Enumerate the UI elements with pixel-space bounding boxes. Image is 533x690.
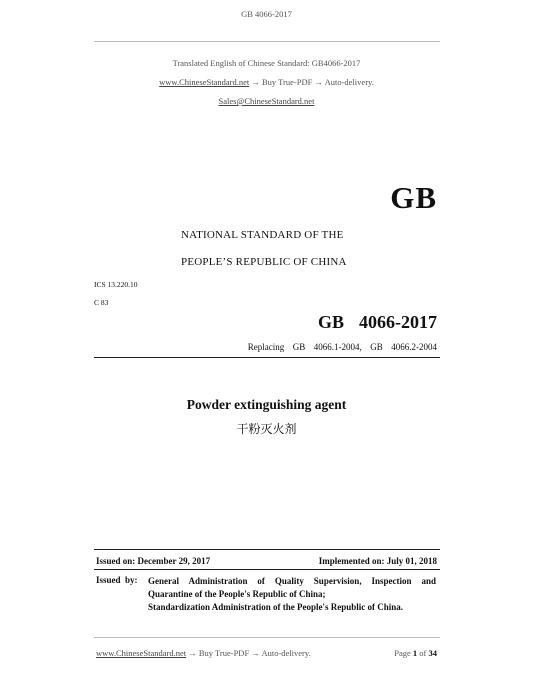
dates-top-rule — [94, 549, 440, 550]
page-word: Page — [394, 648, 411, 658]
purchase-text: → Buy True-PDF → Auto-delivery. — [251, 77, 374, 87]
site-link[interactable]: www.ChineseStandard.net — [159, 77, 250, 87]
issuer-line2: Standardization Administration of the People's Republic of China. — [148, 602, 404, 612]
dates-bottom-rule — [94, 569, 440, 570]
ccs-code: C 83 — [94, 298, 109, 307]
title-english: Powder extinguishing agent — [186, 397, 347, 412]
replacing-line: Replacing GB 4066.1-2004, GB 4066.2-2004 — [247, 342, 437, 352]
email-line — [0, 96, 533, 106]
email-link[interactable]: Sales@ChineseStandard.net — [218, 96, 315, 106]
page-total: 34 — [428, 648, 437, 658]
national-standard-line2: PEOPLE’S REPUBLIC OF CHINA — [181, 256, 347, 268]
ics-code: ICS 13.220.10 — [94, 280, 138, 289]
footer-purchase-text: → Buy True-PDF → Auto-delivery. — [186, 648, 311, 658]
footer-site-link[interactable]: www.ChineseStandard.net — [96, 648, 187, 658]
standard-code: GB 4066-2017 — [317, 312, 437, 332]
purchase-line — [0, 77, 533, 87]
header-rule — [94, 41, 440, 42]
translation-notice: Translated English of Chinese Standard: GB4066-2017 — [172, 58, 361, 68]
gb-mark: GB — [390, 180, 437, 215]
issuer-line1: General Administration of Quality Supervision, Inspection and Quarantine of the People's Republic of China; — [148, 576, 436, 599]
code-rule — [94, 357, 440, 358]
implemented-date: Implemented on: July 01, 2018 — [318, 556, 437, 566]
national-standard-line1: NATIONAL STANDARD OF THE — [181, 229, 344, 241]
title-chinese: 干粉灭火剂 — [236, 422, 297, 436]
footer-rule — [94, 637, 440, 638]
page-indicator — [394, 648, 437, 658]
of-word: of — [419, 648, 427, 658]
running-header: GB 4066-2017 — [241, 9, 292, 19]
issued-by-label: Issued by: — [96, 575, 138, 585]
footer-purchase-line — [96, 648, 311, 658]
issued-date: Issued on: December 29, 2017 — [96, 556, 211, 566]
page-number: 1 — [412, 648, 418, 658]
